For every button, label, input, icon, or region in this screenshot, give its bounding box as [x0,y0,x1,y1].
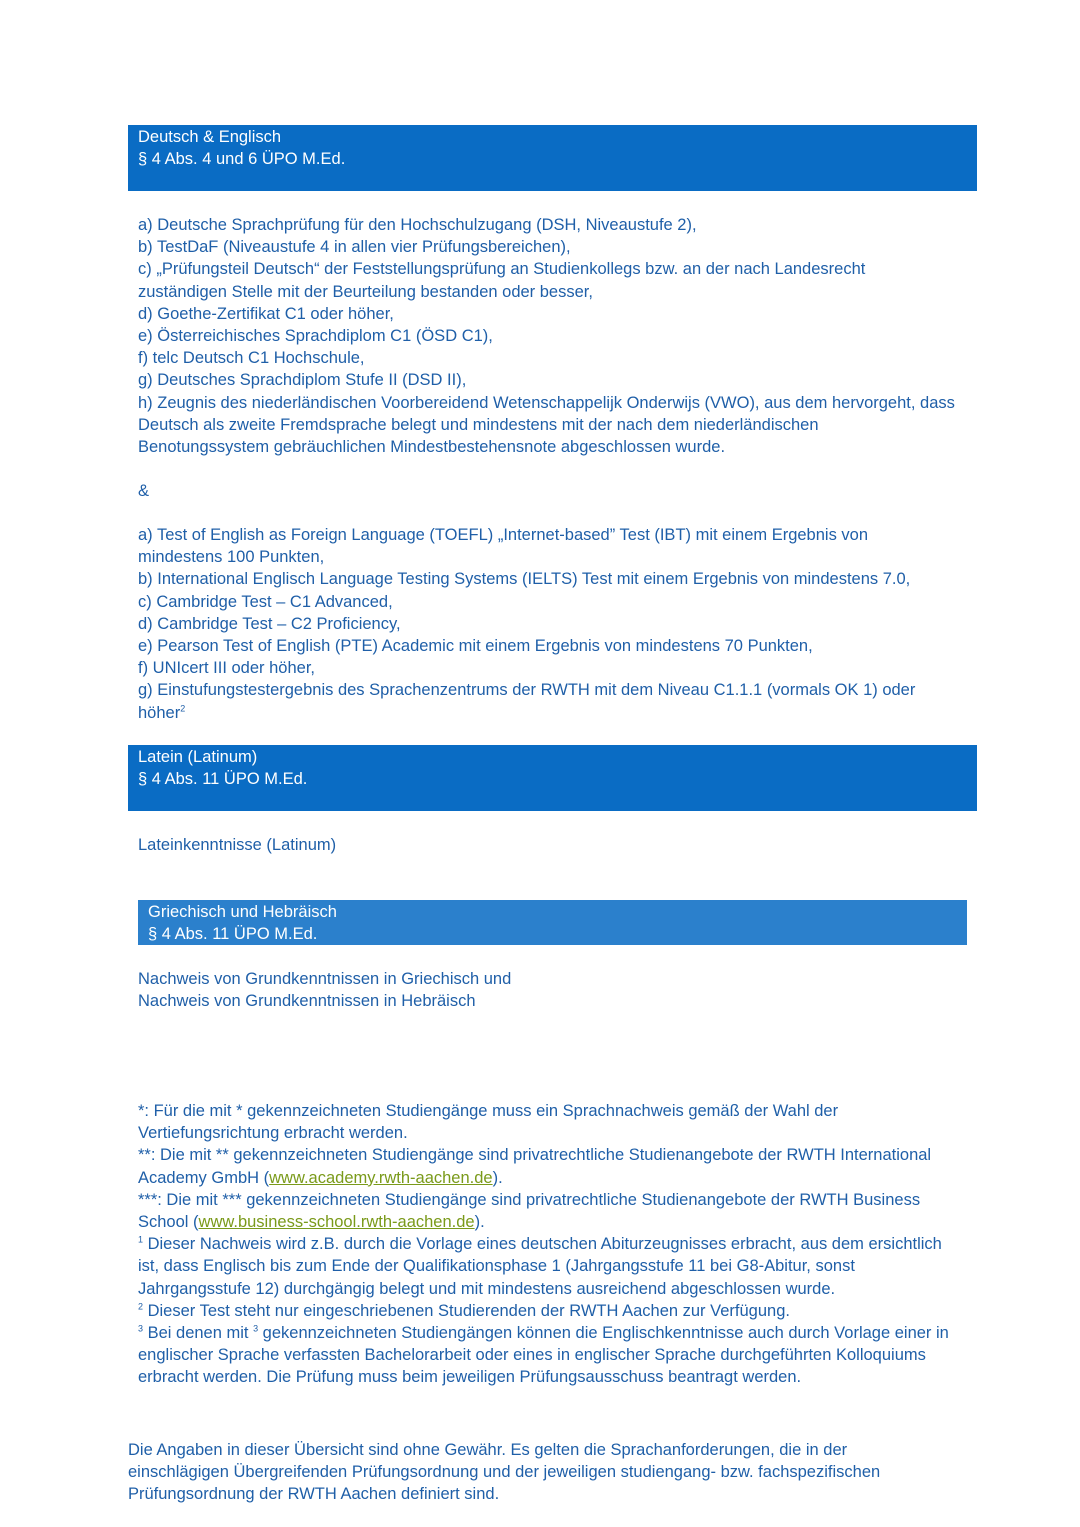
disclaimer-line: einschlägigen Übergreifenden Prüfungsordnung und der jeweiligen studiengang- bzw. fachspezifischen [128,1463,881,1482]
section-header-griechisch-hebraeisch [138,900,967,945]
latin-requirement: Lateinkenntnisse (Latinum) [138,836,337,854]
disclaimer-line: Prüfungsordnung der RWTH Aachen definiert sind. [128,1485,500,1504]
header-title: Griechisch und Hebräisch [148,903,337,921]
list-item: mindestens 100 Punkten, [138,548,325,567]
list-item: g) Einstufungstestergebnis des Sprachenzentrums der RWTH mit dem Niveau C1.1.1 (vormals OK 1) oder [138,681,916,700]
footnote-line: **: Die mit ** gekennzeichneten Studiengänge sind privatrechtliche Studienangebote der RWTH International [138,1146,932,1165]
footnote-line: ist, dass Englisch bis zum Ende der Qualifikationsphase 1 (Jahrgangsstufe 11 bei G8-Abitur, sonst [138,1257,855,1276]
list-item: f) telc Deutsch C1 Hochschule, [138,349,365,368]
english-requirements-list [138,524,915,724]
footnotes [138,1100,949,1389]
list-item: c) Cambridge Test – C1 Advanced, [138,592,393,611]
disclaimer [128,1439,880,1506]
list-item: c) „Prüfungsteil Deutsch“ der Feststellungsprüfung an Studienkollegs bzw. an der nach Landesrecht [138,260,866,279]
list-item: zuständigen Stelle mit der Beurteilung bestanden oder besser, [138,282,593,301]
list-item: a) Deutsche Sprachprüfung für den Hochschulzugang (DSH, Niveaustufe 2), [138,216,697,234]
footnote-line: $^2$ Dieser Test steht nur eingeschriebenen Studierenden der RWTH Aachen zur Verfügung. [138,1301,790,1320]
footnote-ref: 2 [180,703,186,714]
list-item: h) Zeugnis des niederländischen Voorbereidend Wetenschappelijk Onderwijs (VWO), aus dem hervorgeht, dass [138,393,955,412]
list-item: Deutsch als zweite Fremdsprache belegt und mindestens mit der nach dem niederländischen [138,415,819,434]
footnote-line: School (www.business-school.rwth-aachen.de). [138,1213,485,1232]
footnote-line: Vertiefungsrichtung erbracht werden. [138,1124,408,1143]
footnote-line: $^3$ Bei denen mit $^3$ gekennzeichneten Studiengängen können die Englischkenntnisse auch durch Vorlage einer in [138,1323,949,1343]
list-item: Nachweis von Grundkenntnissen in Griechisch und [138,970,512,988]
academy-link[interactable]: www.academy.rwth-aachen.de [269,1168,493,1187]
list-item: b) International Englisch Language Testing Systems (IELTS) Test mit einem Ergebnis von mindestens 7.0, [138,570,911,589]
ampersand: & [138,482,150,500]
list-item: e) Pearson Test of English (PTE) Academic mit einem Ergebnis von mindestens 70 Punkten, [138,637,813,656]
list-item: d) Cambridge Test – C2 Proficiency, [138,614,401,633]
business-school-link[interactable]: www.business-school.rwth-aachen.de [198,1213,475,1232]
footnote-line: englischer Sprache verfassten Bachelorarbeit oder eines in englischer Sprache durchgeführten Kolloquiums [138,1346,926,1365]
greek-hebrew-requirements [138,968,511,1012]
list-item: g) Deutsches Sprachdiplom Stufe II (DSD II), [138,371,467,390]
list-item: höher$^2$ [138,703,186,722]
footnote-line: erbracht werden. Die Prüfung muss beim jeweiligen Prüfungsausschuss beantragt werden. [138,1368,802,1387]
footnote-line: $^1$ Dieser Nachweis wird z.B. durch die Vorlage eines deutschen Abiturzeugnisses erbracht, aus dem ersichtlich [138,1234,942,1254]
list-item: e) Österreichisches Sprachdiplom C1 (ÖSD C1), [138,327,493,346]
section-header-deutsch-englisch [128,125,977,191]
header-title: Latein (Latinum) [138,748,258,766]
disclaimer-line: Die Angaben in dieser Übersicht sind ohne Gewähr. Es gelten die Sprachanforderungen, die in der [128,1441,848,1459]
header-regulation: § 4 Abs. 4 und 6 ÜPO M.Ed. [138,150,346,168]
header-regulation: § 4 Abs. 11 ÜPO M.Ed. [148,925,318,943]
section-header-latein [128,745,977,811]
footnote-line: Jahrgangsstufe 12) durchgängig belegt und mit mindestens ausreichend abgeschlossen wurde. [138,1279,836,1298]
list-item: f) UNIcert III oder höher, [138,659,315,678]
header-regulation: § 4 Abs. 11 ÜPO M.Ed. [138,770,308,788]
header-title: Deutsch & Englisch [138,128,282,146]
list-item: a) Test of English as Foreign Language (TOEFL) „Internet-based” Test (IBT) mit einem Ergebnis von [138,526,869,544]
list-item: b) TestDaF (Niveaustufe 4 in allen vier Prüfungsbereichen), [138,238,571,257]
list-item: Nachweis von Grundkenntnissen in Hebräisch [138,992,476,1011]
list-item: d) Goethe-Zertifikat C1 oder höher, [138,304,394,323]
list-item: Benotungssystem gebräuchlichen Mindestbestehensnote abgeschlossen wurde. [138,438,726,457]
footnote-line: *: Für die mit * gekennzeichneten Studiengänge muss ein Sprachnachweis gemäß der Wahl der [138,1102,839,1120]
footnote-line: ***: Die mit *** gekennzeichneten Studiengänge sind privatrechtliche Studienangebote der RWTH Business [138,1190,921,1209]
german-requirements-list [138,214,955,458]
footnote-line: Academy GmbH (www.academy.rwth-aachen.de). [138,1168,503,1187]
